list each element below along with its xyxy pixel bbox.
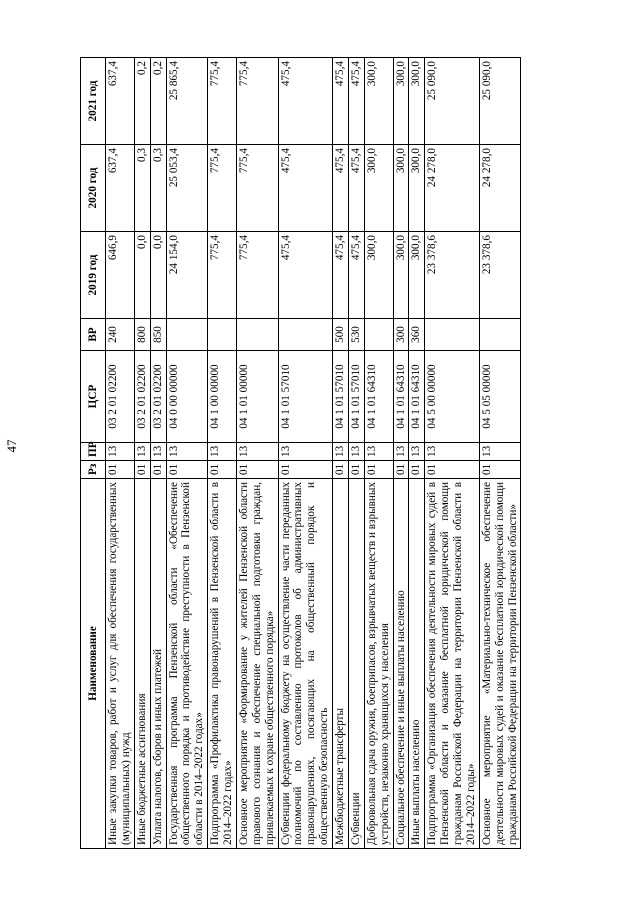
row-pr: 13 bbox=[409, 443, 425, 461]
row-vr: 240 bbox=[106, 319, 135, 351]
row-2020: 775,4 bbox=[236, 145, 278, 232]
row-2019: 475,4 bbox=[348, 232, 364, 319]
row-vr: 360 bbox=[409, 319, 425, 351]
row-rz: 01 bbox=[364, 461, 393, 479]
row-vr: 300 bbox=[393, 319, 409, 351]
row-2019: 646,9 bbox=[106, 232, 135, 319]
row-vr: 500 bbox=[333, 319, 349, 351]
row-pr: 13 bbox=[166, 443, 208, 461]
table-row bbox=[166, 58, 208, 849]
row-2019: 775,4 bbox=[208, 232, 237, 319]
header-vr: ВР bbox=[81, 319, 106, 351]
row-2021: 775,4 bbox=[208, 58, 237, 145]
row-name: Иные выплаты населению bbox=[409, 479, 425, 849]
row-2019: 23 378,6 bbox=[479, 232, 521, 319]
row-rz: 01 bbox=[208, 461, 237, 479]
table-row bbox=[333, 58, 349, 849]
row-vr bbox=[364, 319, 393, 351]
row-2021: 300,0 bbox=[393, 58, 409, 145]
row-2019: 300,0 bbox=[409, 232, 425, 319]
row-2019: 0,0 bbox=[150, 232, 166, 319]
row-2019: 23 378,6 bbox=[425, 232, 480, 319]
row-pr: 13 bbox=[150, 443, 166, 461]
row-pr: 13 bbox=[236, 443, 278, 461]
row-rz: 01 bbox=[134, 461, 150, 479]
row-csr: 04 1 01 00000 bbox=[236, 351, 278, 443]
row-2021: 25 865,4 bbox=[166, 58, 208, 145]
row-csr: 04 1 01 64310 bbox=[409, 351, 425, 443]
row-rz: 01 bbox=[348, 461, 364, 479]
table-row bbox=[364, 58, 393, 849]
row-name: Основное мероприятие «Материально-техническое обеспечение деятельности мировых судей и оказание бесплатной юридической помощи гражданам Российской Федерации на территории Пензенской области» bbox=[479, 479, 521, 849]
table-row bbox=[479, 58, 521, 849]
row-csr: 03 2 01 02200 bbox=[134, 351, 150, 443]
row-2021: 25 090,0 bbox=[479, 58, 521, 145]
row-name: Государственная программа Пензенской области «Обеспечение общественного порядка и противодействие преступности в Пензенской области в 2014–2022 годах» bbox=[166, 479, 208, 849]
row-name: Подпрограмма «Организация обеспечения деятельности мировых судей в Пензенской области и оказание бесплатной юридической помощи гражданам Российской Федерации на территории Пензенской области в 2014–2022 годы» bbox=[425, 479, 480, 849]
row-2019: 300,0 bbox=[393, 232, 409, 319]
row-2021: 475,4 bbox=[278, 58, 333, 145]
rotated-table-container bbox=[80, 57, 562, 849]
header-csr: ЦСР bbox=[81, 351, 106, 443]
table-row bbox=[425, 58, 480, 849]
table-row bbox=[150, 58, 166, 849]
row-2019: 0,0 bbox=[134, 232, 150, 319]
row-2020: 25 053,4 bbox=[166, 145, 208, 232]
row-2020: 300,0 bbox=[393, 145, 409, 232]
table-row bbox=[134, 58, 150, 849]
budget-table bbox=[80, 57, 521, 849]
row-rz: 01 bbox=[236, 461, 278, 479]
row-vr bbox=[208, 319, 237, 351]
row-pr: 13 bbox=[393, 443, 409, 461]
header-pr: ПР bbox=[81, 443, 106, 461]
row-2021: 0,2 bbox=[150, 58, 166, 145]
row-2021: 475,4 bbox=[333, 58, 349, 145]
row-name: Субвенции федеральному бюджету на осуществление части переданных полномочий по составлению протоколов об административных правонарушениях, посягающих на общественный порядок и общественную безопасность bbox=[278, 479, 333, 849]
row-2019: 24 154,0 bbox=[166, 232, 208, 319]
row-csr: 04 1 01 57010 bbox=[348, 351, 364, 443]
header-name: Наименование bbox=[81, 479, 106, 849]
row-2020: 300,0 bbox=[364, 145, 393, 232]
row-2021: 300,0 bbox=[409, 58, 425, 145]
row-rz: 01 bbox=[393, 461, 409, 479]
row-vr: 530 bbox=[348, 319, 364, 351]
row-rz: 01 bbox=[333, 461, 349, 479]
row-csr: 04 1 00 00000 bbox=[208, 351, 237, 443]
row-2021: 0,2 bbox=[134, 58, 150, 145]
row-pr: 13 bbox=[134, 443, 150, 461]
table-row bbox=[409, 58, 425, 849]
row-csr: 04 0 00 00000 bbox=[166, 351, 208, 443]
row-2021: 300,0 bbox=[364, 58, 393, 145]
row-vr bbox=[479, 319, 521, 351]
row-pr: 13 bbox=[364, 443, 393, 461]
table-row bbox=[393, 58, 409, 849]
row-pr: 13 bbox=[348, 443, 364, 461]
table-header-row bbox=[81, 58, 106, 849]
row-vr: 850 bbox=[150, 319, 166, 351]
row-rz: 01 bbox=[278, 461, 333, 479]
row-csr: 03 2 01 02200 bbox=[106, 351, 135, 443]
row-name: Иные закупки товаров, работ и услуг для обеспечения государственных (муниципальных) нужд bbox=[106, 479, 135, 849]
row-2021: 637,4 bbox=[106, 58, 135, 145]
row-vr bbox=[236, 319, 278, 351]
row-2020: 637,4 bbox=[106, 145, 135, 232]
row-2019: 475,4 bbox=[278, 232, 333, 319]
row-rz: 01 bbox=[106, 461, 135, 479]
table-row bbox=[236, 58, 278, 849]
row-vr bbox=[166, 319, 208, 351]
header-rz: Рз bbox=[81, 461, 106, 479]
table-row bbox=[278, 58, 333, 849]
table-row bbox=[106, 58, 135, 849]
row-pr: 13 bbox=[106, 443, 135, 461]
row-2020: 475,4 bbox=[278, 145, 333, 232]
table-row bbox=[208, 58, 237, 849]
row-2020: 775,4 bbox=[208, 145, 237, 232]
row-csr: 04 5 00 00000 bbox=[425, 351, 480, 443]
row-2021: 25 090,0 bbox=[425, 58, 480, 145]
row-name: Межбюджетные трансферты bbox=[333, 479, 349, 849]
row-name: Социальное обеспечение и иные выплаты населению bbox=[393, 479, 409, 849]
row-name: Уплата налогов, сборов и иных платежей bbox=[150, 479, 166, 849]
row-2020: 475,4 bbox=[333, 145, 349, 232]
row-pr: 13 bbox=[479, 443, 521, 461]
row-name: Субвенции bbox=[348, 479, 364, 849]
row-name: Добровольная сдача оружия, боеприпасов, взрывчатых веществ и взрывных устройств, незаконно хранящихся у населения bbox=[364, 479, 393, 849]
row-2020: 24 278,0 bbox=[425, 145, 480, 232]
row-name: Основное мероприятие «Формирование у жителей Пензенской области правового сознания и обеспечение специальной подготовки граждан, привлекаемых к охране общественного порядка» bbox=[236, 479, 278, 849]
row-pr: 13 bbox=[278, 443, 333, 461]
row-name: Подпрограмма «Профилактика правонарушений в Пензенской области в 2014–2022 годах» bbox=[208, 479, 237, 849]
row-rz: 01 bbox=[150, 461, 166, 479]
row-csr: 04 1 01 64310 bbox=[364, 351, 393, 443]
row-2021: 475,4 bbox=[348, 58, 364, 145]
row-2019: 475,4 bbox=[333, 232, 349, 319]
header-2021: 2021 год bbox=[81, 58, 106, 145]
row-2019: 300,0 bbox=[364, 232, 393, 319]
row-csr: 04 1 01 64310 bbox=[393, 351, 409, 443]
row-csr: 04 1 01 57010 bbox=[333, 351, 349, 443]
row-pr: 13 bbox=[425, 443, 480, 461]
row-rz: 01 bbox=[425, 461, 480, 479]
row-name: Иные бюджетные ассигнования bbox=[134, 479, 150, 849]
row-2020: 0,3 bbox=[150, 145, 166, 232]
row-2020: 0,3 bbox=[134, 145, 150, 232]
table-row bbox=[348, 58, 364, 849]
row-vr bbox=[425, 319, 480, 351]
row-vr: 800 bbox=[134, 319, 150, 351]
row-pr: 13 bbox=[208, 443, 237, 461]
row-csr: 04 1 01 57010 bbox=[278, 351, 333, 443]
row-csr: 04 5 05 00000 bbox=[479, 351, 521, 443]
row-csr: 03 2 01 02200 bbox=[150, 351, 166, 443]
header-2020: 2020 год bbox=[81, 145, 106, 232]
row-2019: 775,4 bbox=[236, 232, 278, 319]
row-2020: 475,4 bbox=[348, 145, 364, 232]
row-pr: 13 bbox=[333, 443, 349, 461]
row-rz: 01 bbox=[166, 461, 208, 479]
page-number: 47 bbox=[4, 439, 19, 453]
row-rz: 01 bbox=[479, 461, 521, 479]
row-2020: 300,0 bbox=[409, 145, 425, 232]
row-rz: 01 bbox=[409, 461, 425, 479]
header-2019: 2019 год bbox=[81, 232, 106, 319]
row-vr bbox=[278, 319, 333, 351]
row-2020: 24 278,0 bbox=[479, 145, 521, 232]
row-2021: 775,4 bbox=[236, 58, 278, 145]
